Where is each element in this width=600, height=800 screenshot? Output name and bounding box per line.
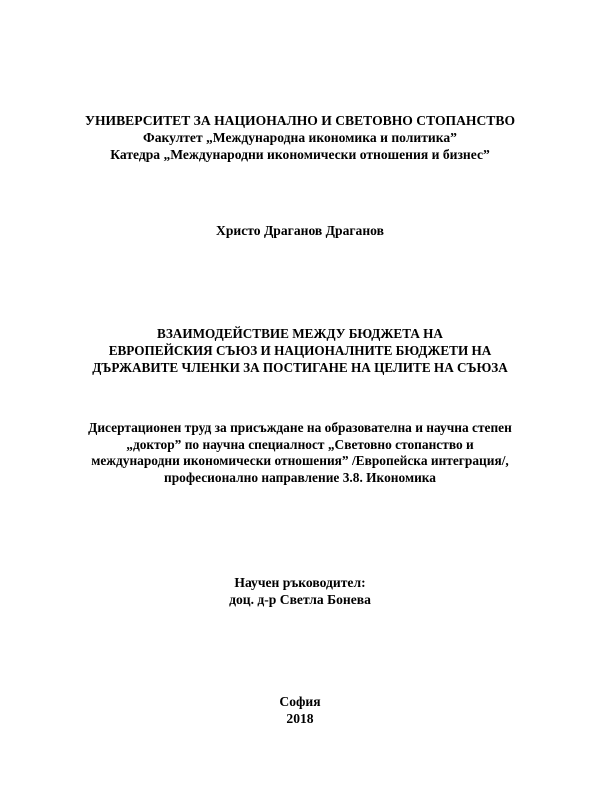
- department-name: Катедра „Международни икономически отношения и бизнес”: [110, 147, 490, 162]
- thesis-title-line-3: ДЪРЖАВИТЕ ЧЛЕНКИ ЗА ПОСТИГАНЕ НА ЦЕЛИТЕ НА СЪЮЗА: [92, 360, 508, 375]
- thesis-title-line-2: ЕВРОПЕЙСКИЯ СЪЮЗ И НАЦИОНАЛНИТЕ БЮДЖЕТИ НА: [108, 343, 492, 358]
- description-line-2: „доктор” по научна специалност „Световно стопанство и: [126, 437, 474, 452]
- supervisor-name: доц. д-р Светла Бонева: [229, 592, 371, 607]
- author-name: Христо Драганов Драганов: [216, 223, 384, 238]
- city: София: [279, 694, 321, 709]
- description-line-1: Дисертационен труд за присъждане на образователна и научна степен: [88, 420, 512, 435]
- faculty-name: Факултет „Международна икономика и политика”: [143, 130, 457, 145]
- university-name: УНИВЕРСИТЕТ ЗА НАЦИОНАЛНО И СВЕТОВНО СТОПАНСТВО: [84, 113, 516, 128]
- year: 2018: [286, 711, 314, 726]
- description-line-3: международни икономически отношения” /Европейска интеграция/,: [91, 453, 509, 468]
- supervisor-label: Научен ръководител:: [234, 575, 366, 590]
- thesis-title-line-1: ВЗАИМОДЕЙСТВИЕ МЕЖДУ БЮДЖЕТА НА: [157, 326, 443, 341]
- description-line-4: професионално направление 3.8. Икономика: [164, 470, 436, 485]
